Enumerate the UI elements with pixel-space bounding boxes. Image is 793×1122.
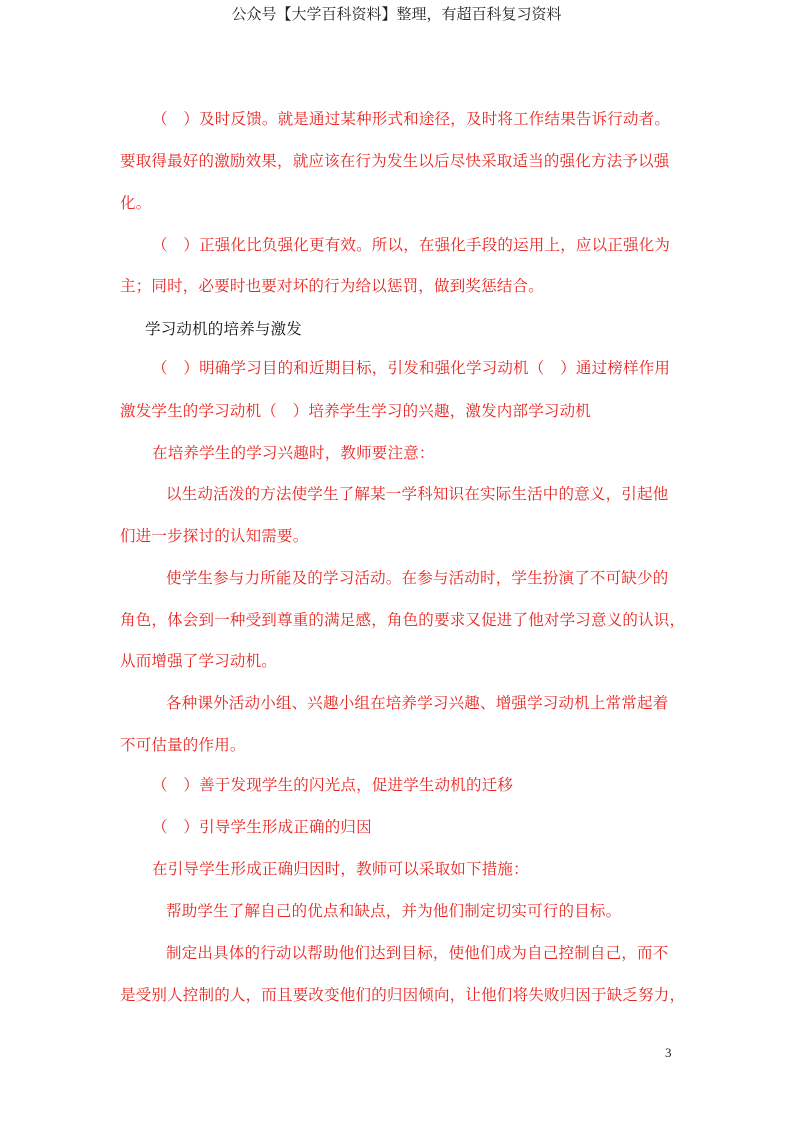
paragraph-line: 们进一步探讨的认知需要。: [120, 527, 309, 545]
paragraph-line: 帮助学生了解自己的优点和缺点，并为他们制定切实可行的目标。: [166, 902, 622, 920]
paragraph-line: 以生动活泼的方法使学生了解某一学科知识在实际生活中的意义，引起他: [166, 485, 669, 503]
paragraph-line: 化。: [120, 194, 152, 212]
paragraph-line: 在引导学生形成正确归因时，教师可以采取如下措施：: [152, 860, 529, 878]
paragraph-line: （ ）善于发现学生的闪光点，促进学生动机的迁移: [152, 776, 514, 794]
paragraph-line: 在培养学生的学习兴趣时，教师要注意：: [152, 444, 435, 462]
paragraph-line: 不可估量的作用。: [120, 736, 246, 754]
paragraph-line: （ ）及时反馈。就是通过某种形式和途径，及时将工作结果告诉行动者。: [152, 110, 671, 128]
page-header: 公众号【大学百科资料】整理，有超百科复习资料: [231, 5, 562, 23]
paragraph-line: 角色，体会到一种受到尊重的满足感，角色的要求又促进了他对学习意义的认识，: [120, 611, 686, 629]
page-number: 3: [665, 1045, 672, 1060]
paragraph-line: 主；同时，必要时也要对坏的行为给以惩罚，做到奖惩结合。: [120, 277, 544, 295]
paragraph-line: 使学生参与力所能及的学习活动。在参与活动时，学生扮演了不可缺少的: [166, 569, 669, 587]
paragraph-line: 各种课外活动小组、兴趣小组在培养学习兴趣、增强学习动机上常常起着: [166, 694, 669, 712]
paragraph-line: 从而增强了学习动机。: [120, 652, 278, 670]
paragraph-line: 要取得最好的激励效果，就应该在行为发生以后尽快采取适当的强化方法予以强: [120, 152, 670, 170]
paragraph-line: 制定出具体的行动以帮助他们达到目标，使他们成为自己控制自己，而不: [166, 944, 669, 962]
paragraph-line: 激发学生的学习动机（ ）培养学生学习的兴趣，激发内部学习动机: [120, 402, 592, 420]
paragraph-line: （ ）正强化比负强化更有效。所以，在强化手段的运用上，应以正强化为: [152, 236, 671, 254]
paragraph-line: 是受别人控制的人，而且要改变他们的归因倾向，让他们将失败归因于缺乏努力，: [120, 986, 686, 1004]
section-heading: 学习动机的培养与激发: [145, 320, 303, 338]
paragraph-line: （ ）引导学生形成正确的归因: [152, 818, 372, 836]
paragraph-line: （ ）明确学习目的和近期目标，引发和强化学习动机（ ）通过榜样作用: [152, 359, 671, 377]
